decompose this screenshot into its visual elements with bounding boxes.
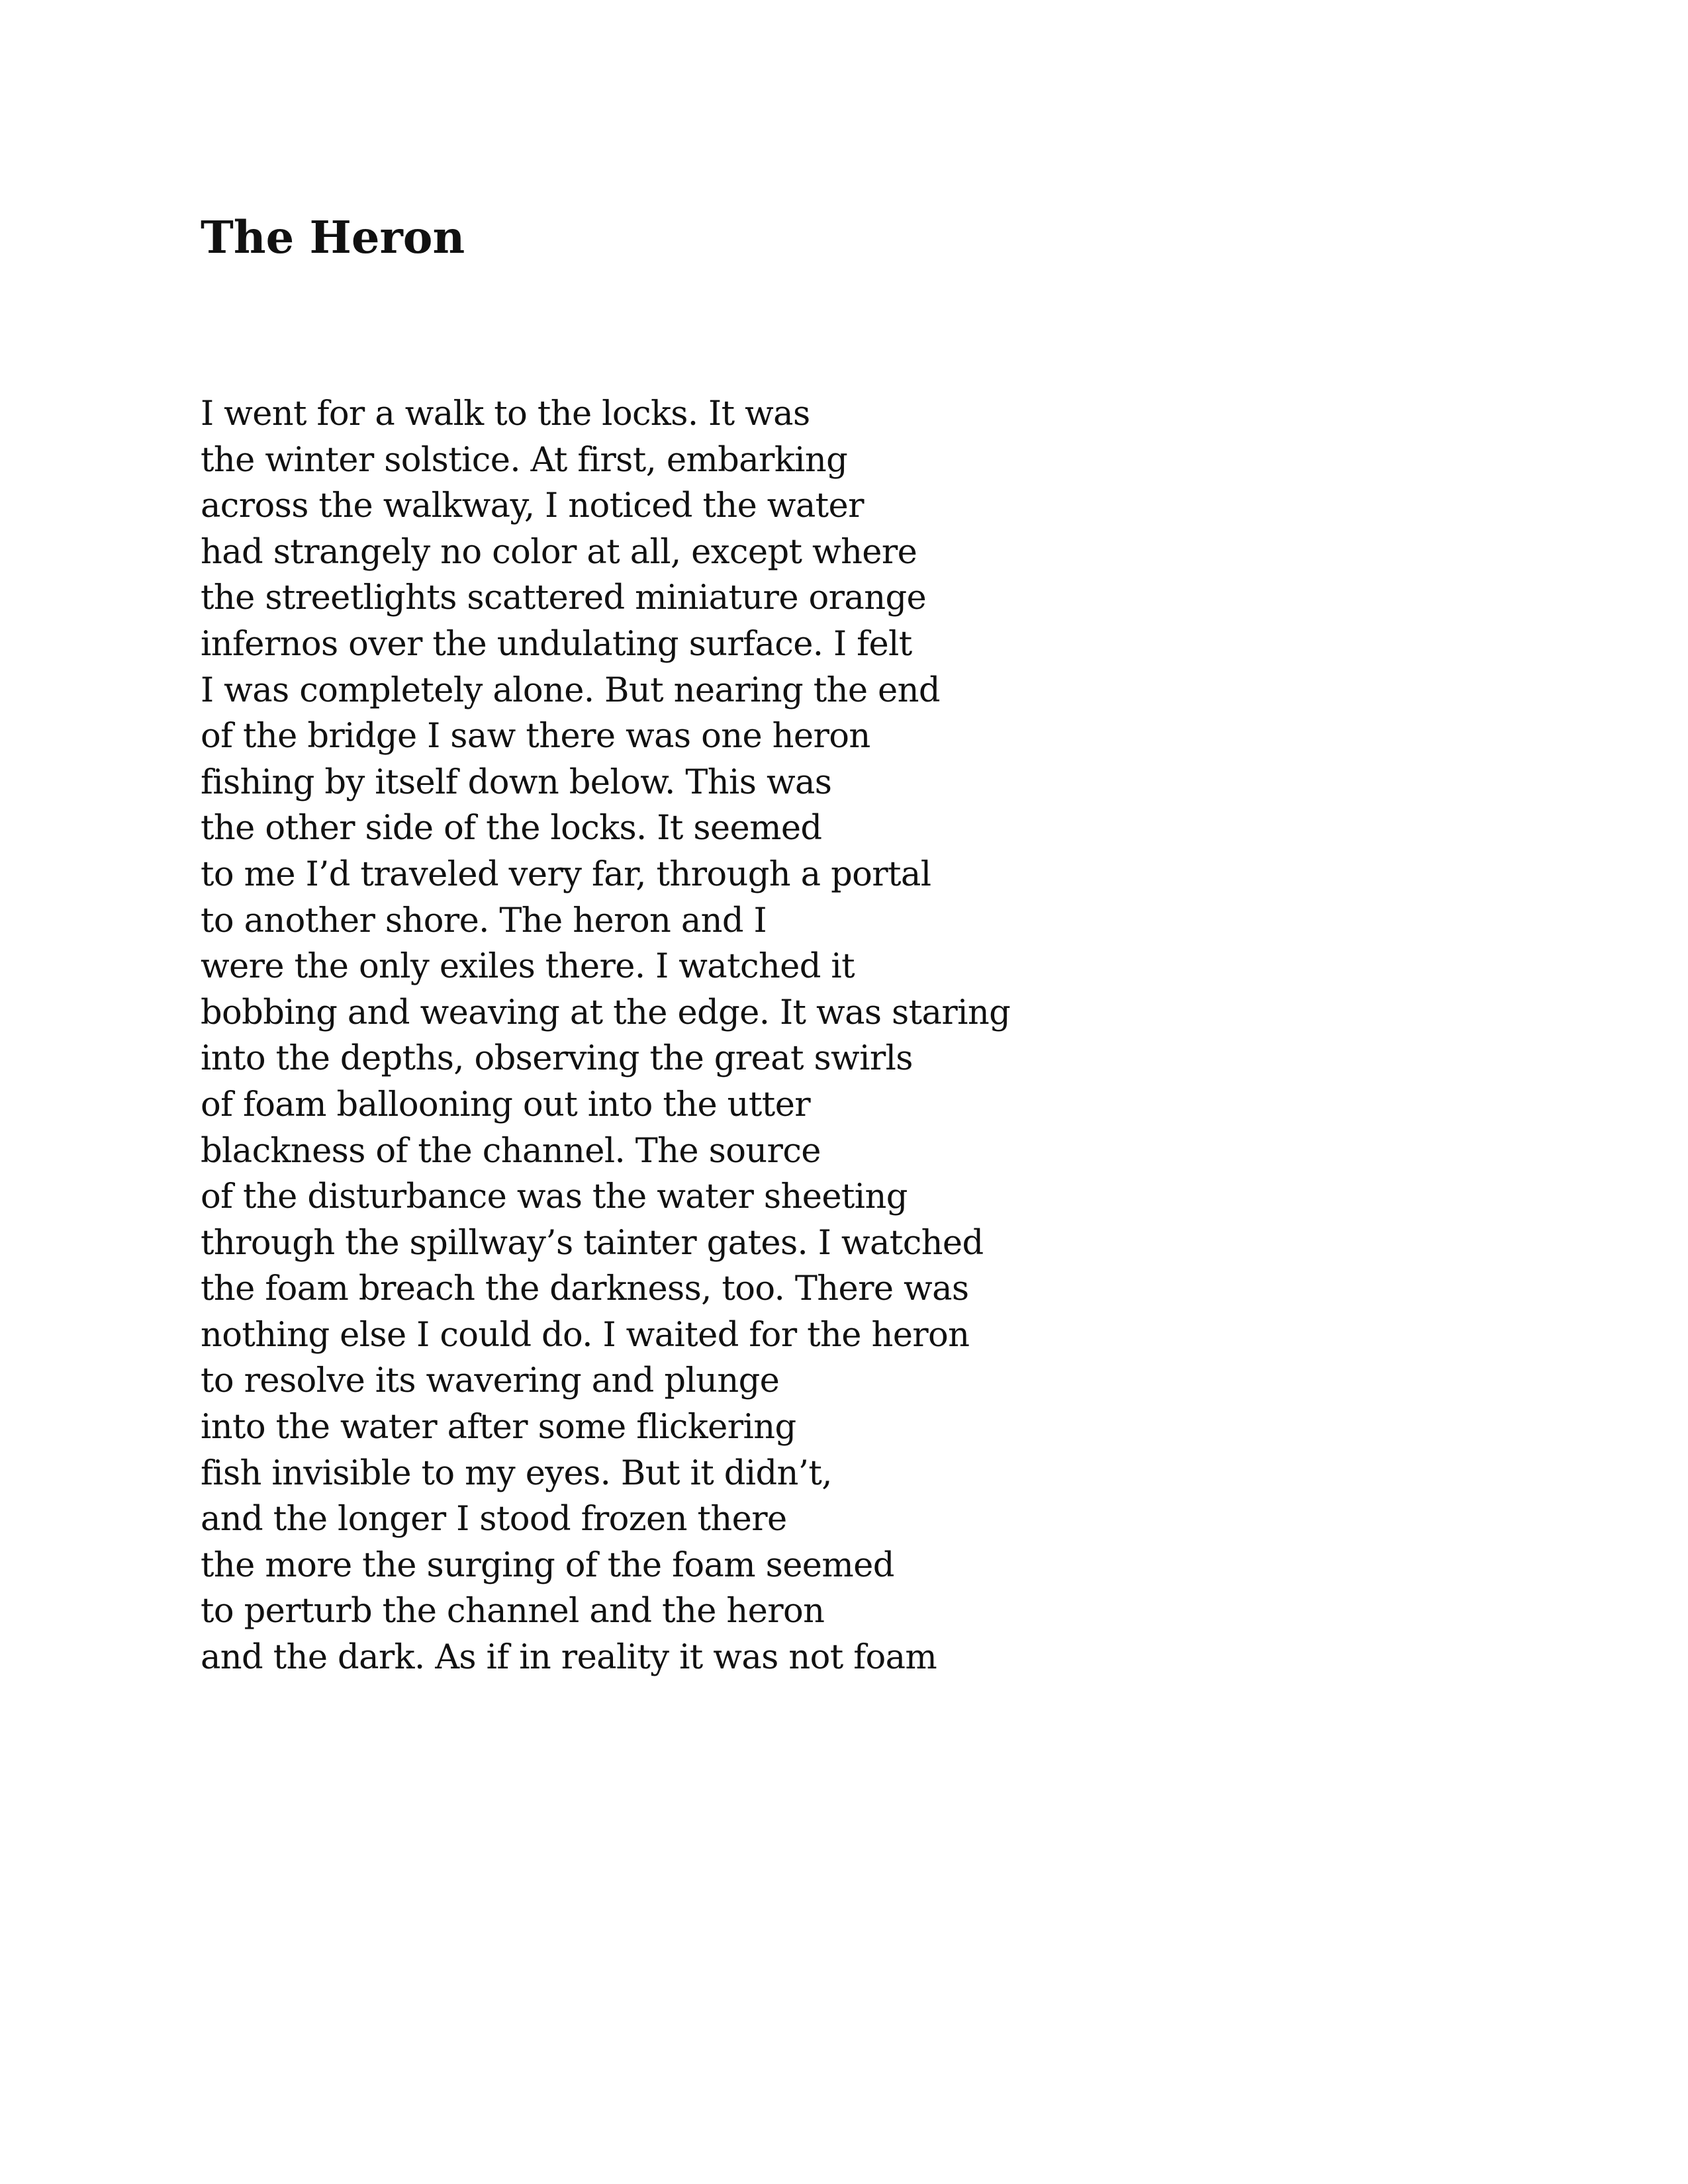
poem-line: the streetlights scattered miniature orange xyxy=(201,578,927,618)
poem-line: blackness of the channel. The source xyxy=(201,1131,821,1171)
poem-line: across the walkway, I noticed the water xyxy=(201,486,864,526)
poem-line: fishing by itself down below. This was xyxy=(201,762,832,802)
poem-line: fish invisible to my eyes. But it didn’t, xyxy=(201,1453,832,1493)
poem-line: bobbing and weaving at the edge. It was staring xyxy=(201,993,1011,1032)
poem-line: to resolve its wavering and plunge xyxy=(201,1361,780,1401)
poem-line: the more the surging of the foam seemed xyxy=(201,1545,894,1585)
poem-line: the other side of the locks. It seemed xyxy=(201,809,822,848)
poem-line: of the disturbance was the water sheeting xyxy=(201,1177,908,1217)
poem-line: the foam breach the darkness, too. There was xyxy=(201,1269,969,1309)
poem-line: I went for a walk to the locks. It was xyxy=(201,394,810,433)
poem-line: nothing else I could do. I waited for the heron xyxy=(201,1315,970,1355)
poem-line: to me I’d traveled very far, through a portal xyxy=(201,854,931,894)
poem-line: to another shore. The heron and I xyxy=(201,901,767,940)
poem-line: infernos over the undulating surface. I felt xyxy=(201,624,912,664)
poem-line: through the spillway’s tainter gates. I watched xyxy=(201,1223,984,1263)
poem-title: The Heron xyxy=(201,211,465,263)
poem-line: to perturb the channel and the heron xyxy=(201,1592,825,1631)
poem-body xyxy=(201,391,1458,1681)
poem-line: of the bridge I saw there was one heron xyxy=(201,717,870,756)
poem-line: and the longer I stood frozen there xyxy=(201,1500,787,1539)
poem-line: were the only exiles there. I watched it xyxy=(201,947,855,987)
poem-line: the winter solstice. At first, embarking xyxy=(201,440,848,480)
poem-line: I was completely alone. But nearing the end xyxy=(201,670,940,710)
poem-line: into the depths, observing the great swirls xyxy=(201,1039,913,1079)
poem-line: and the dark. As if in reality it was not foam xyxy=(201,1638,937,1678)
poem-line: had strangely no color at all, except where xyxy=(201,532,917,572)
poem-line: of foam ballooning out into the utter xyxy=(201,1085,811,1124)
poem-line: into the water after some flickering xyxy=(201,1408,796,1447)
